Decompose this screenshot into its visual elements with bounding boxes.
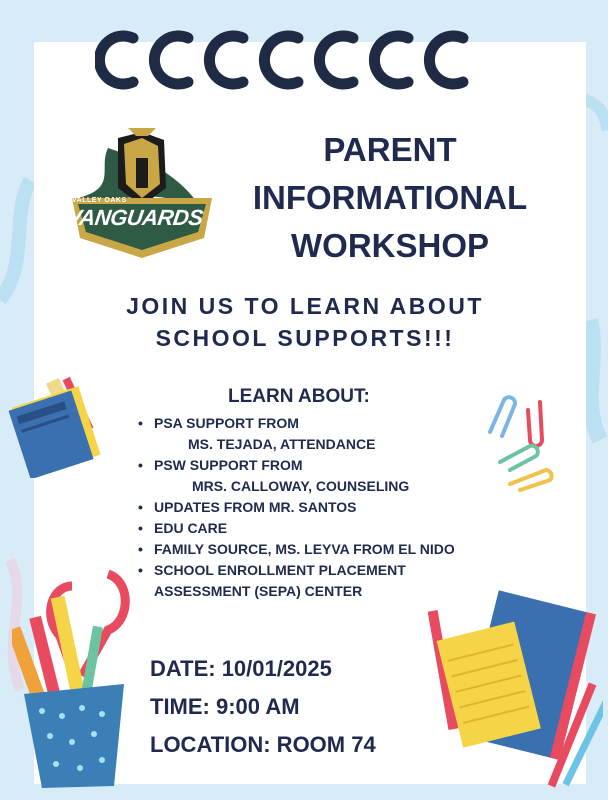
- learn-about-heading: LEARN ABOUT:: [228, 386, 370, 407]
- event-location: LOCATION: ROOM 74: [150, 732, 376, 757]
- title-line: INFORMATIONAL: [252, 179, 528, 216]
- list-item: • UPDATES FROM MR. SANTOS: [136, 497, 455, 518]
- subtitle-line: SCHOOL SUPPORTS!!!: [155, 325, 455, 351]
- event-date: DATE: 10/01/2025: [150, 656, 332, 681]
- binder-rings-icon: [95, 8, 515, 100]
- pencil-cup-icon: [12, 566, 142, 791]
- subtitle: [60, 290, 550, 354]
- list-item-continuation: MS. TEJADA, ATTENDANCE: [188, 436, 376, 452]
- list-item: • SCHOOL ENROLLMENT PLACEMENT: [136, 560, 455, 581]
- knight-helmet-logo: [58, 128, 226, 260]
- books-icon: [8, 368, 118, 478]
- title-line: PARENT: [323, 131, 457, 168]
- list-item: • EDU CARE: [136, 518, 455, 539]
- topics-list: [136, 413, 455, 602]
- notebook-pencils-icon: [428, 590, 603, 795]
- paper-clips-icon: [480, 392, 560, 492]
- event-time: TIME: 9:00 AM: [150, 694, 300, 719]
- list-item: • PSA SUPPORT FROM: [136, 413, 455, 434]
- event-details: [150, 650, 376, 764]
- logo-mascot-name: VANGUARDS: [65, 205, 205, 230]
- list-item: • PSW SUPPORT FROM: [136, 455, 455, 476]
- list-item: • FAMILY SOURCE, MS. LEYVA FROM EL NIDO: [136, 539, 455, 560]
- subtitle-line: JOIN US TO LEARN ABOUT: [126, 293, 484, 319]
- logo-school-name: VALLEY OAKS: [72, 197, 127, 204]
- page-title: [230, 126, 550, 270]
- list-item-continuation: ASSESSMENT (SEPA) CENTER: [154, 583, 363, 599]
- list-item-continuation: MRS. CALLOWAY, COUNSELING: [192, 478, 410, 494]
- title-line: WORKSHOP: [291, 227, 489, 264]
